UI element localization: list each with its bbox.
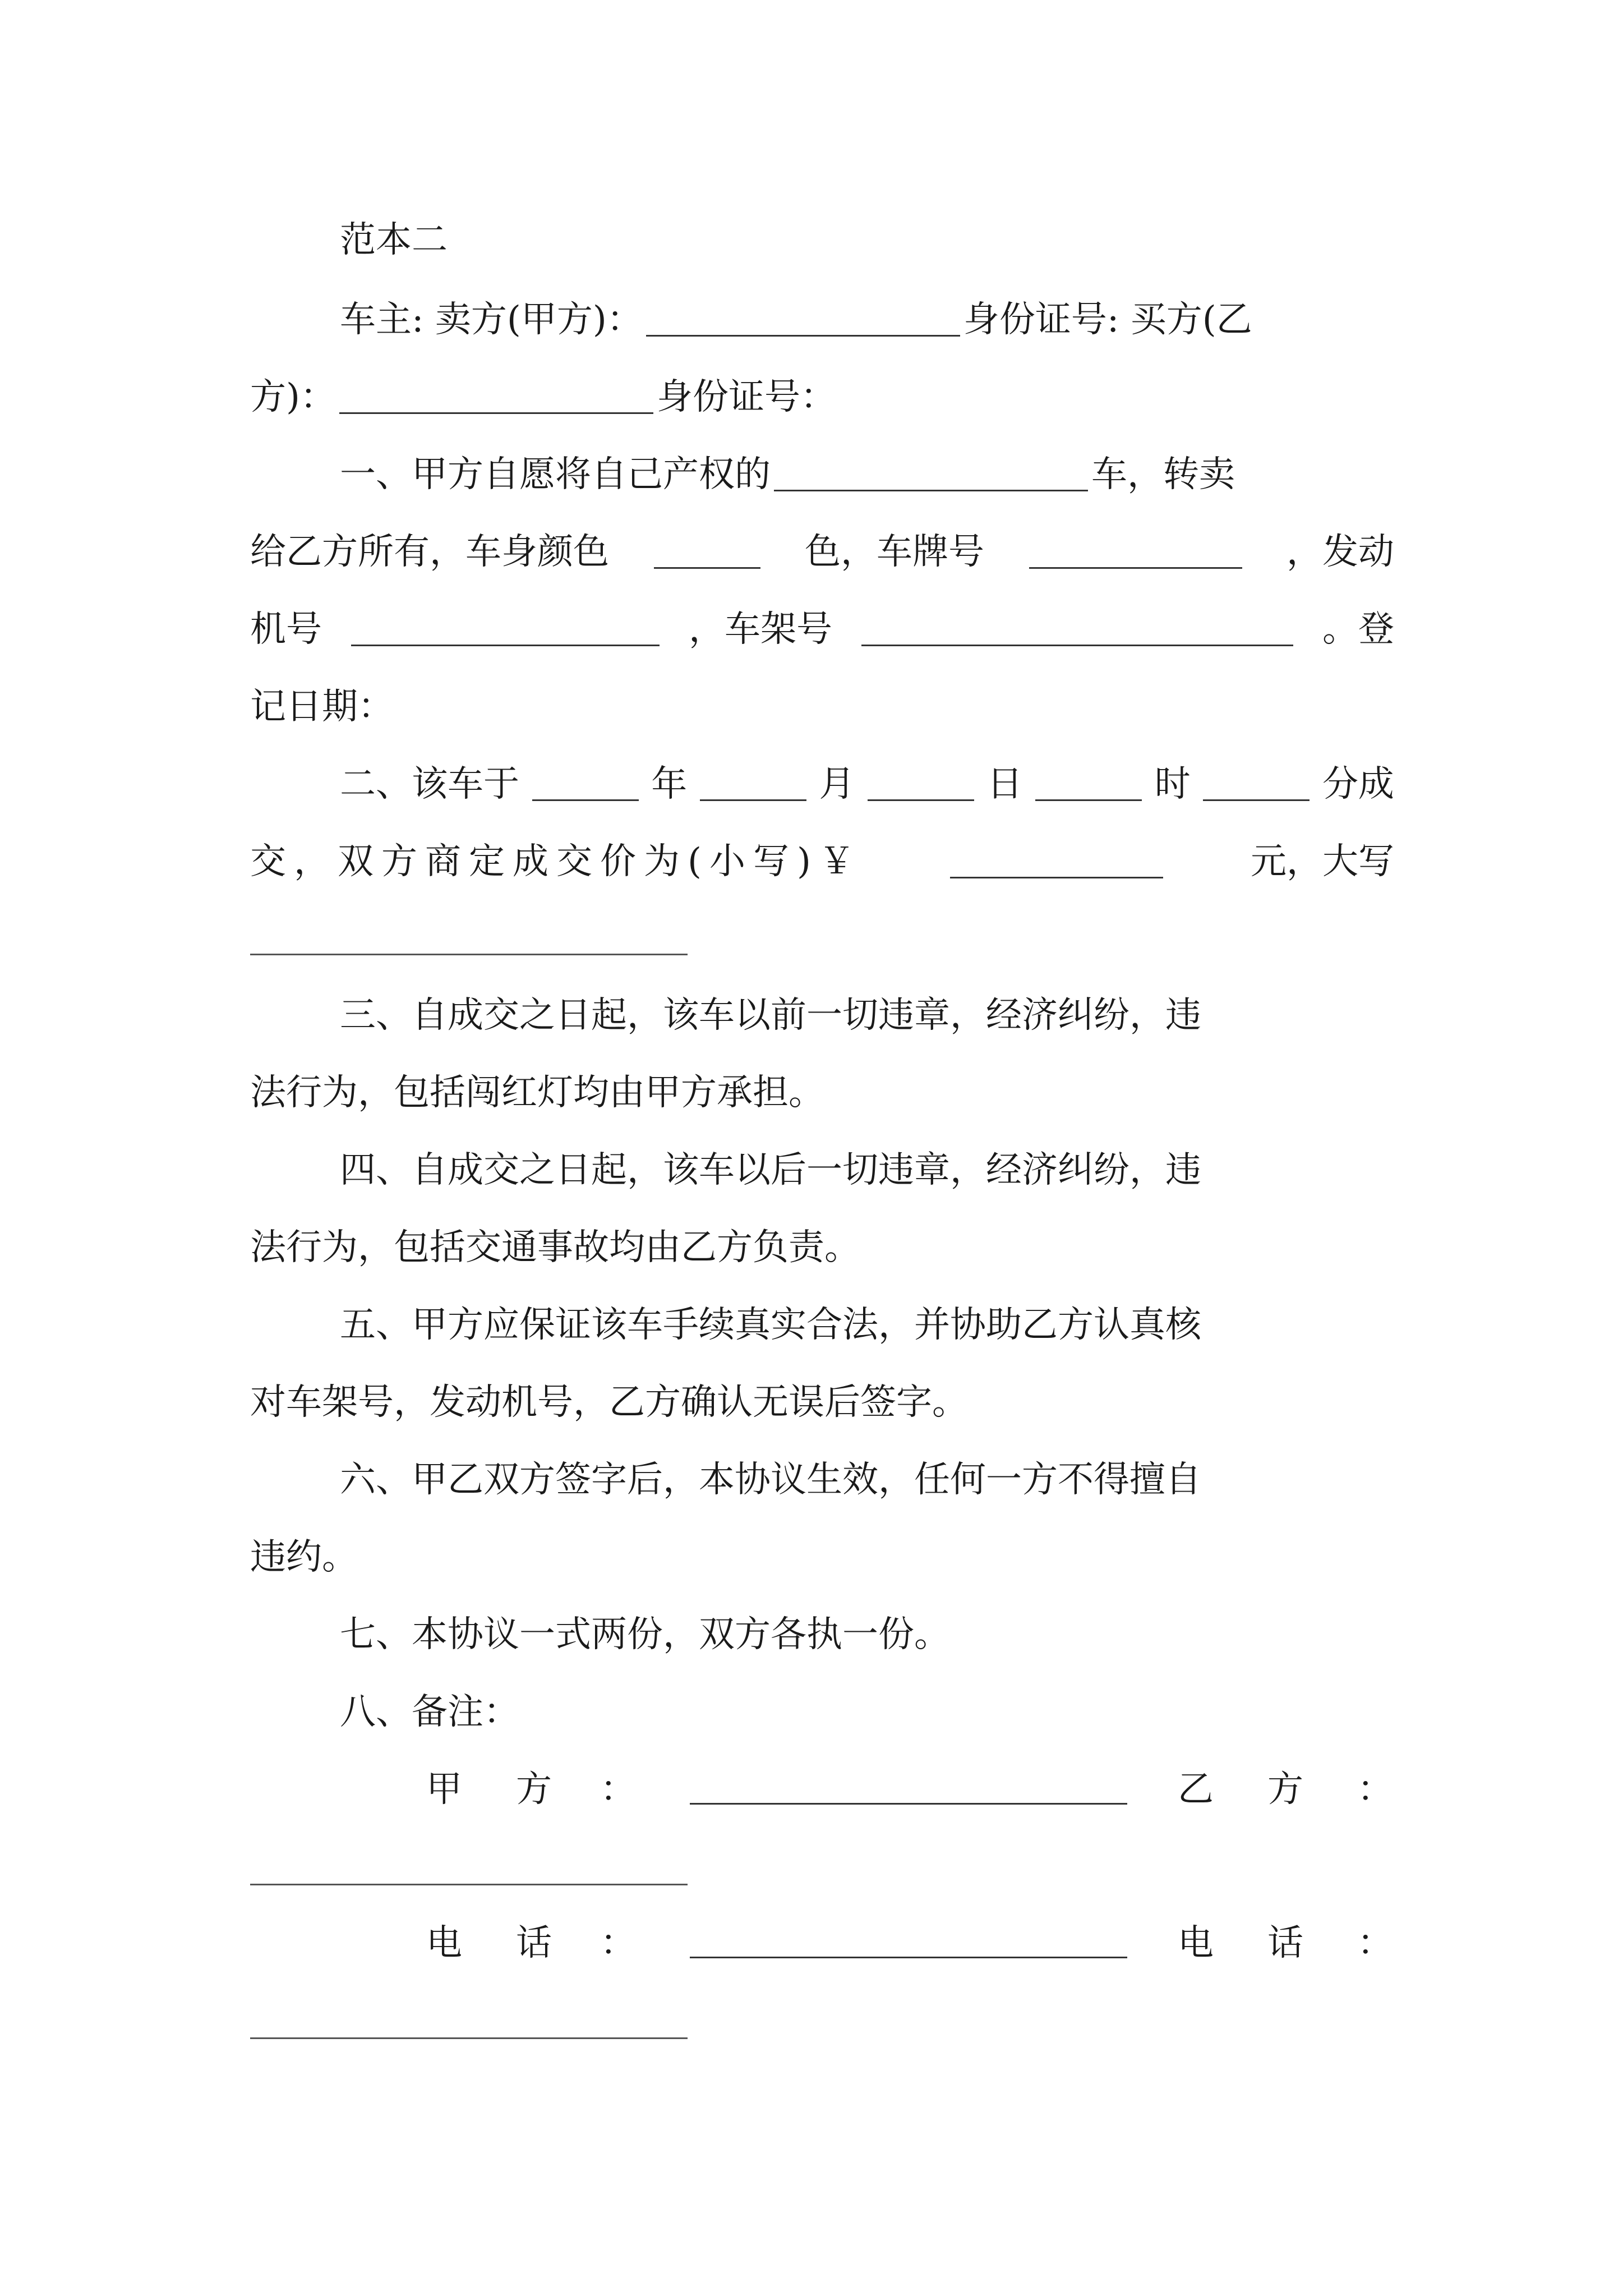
vehicle-model-field[interactable] xyxy=(774,457,1088,491)
clause-6-line-2: 违约。 xyxy=(250,1536,358,1578)
plate-number-field[interactable] xyxy=(1029,535,1242,569)
minute-field[interactable] xyxy=(1203,767,1310,801)
clause-2-line-1: 二、该车于 年 月 日 时 分成 xyxy=(340,763,1394,805)
engine-number-field[interactable] xyxy=(351,612,660,646)
document-title: 范本二 xyxy=(340,219,448,261)
frame-number-field[interactable] xyxy=(861,612,1293,646)
party-a-signature-field[interactable] xyxy=(690,1803,1127,1805)
phone-a-label: 电话 xyxy=(426,1922,606,1964)
party-b-label: 乙方 xyxy=(1178,1769,1357,1810)
clause-2-line-2: 交，双方商定成交价为(小写)￥ 元，大写 xyxy=(250,841,1394,882)
parties-line-2: 方)： 身份证号： xyxy=(250,376,836,418)
phone-a-field[interactable] xyxy=(690,1957,1127,1958)
phone-b-field[interactable] xyxy=(250,2037,688,2039)
party-b-colon: ： xyxy=(1357,1769,1393,1810)
party-a-colon: ： xyxy=(600,1769,636,1810)
day-field[interactable] xyxy=(868,767,974,801)
phone-b-colon: ： xyxy=(1357,1922,1393,1964)
clause-5-line-1: 五、甲方应保证该车手续真实合法，并协助乙方认真核 xyxy=(340,1304,1201,1346)
hour-field[interactable] xyxy=(1035,767,1142,801)
clause-4-line-2: 法行为，包括交通事故均由乙方负责。 xyxy=(250,1227,860,1268)
clause-1-line-3: 机号 ，车架号 。登 xyxy=(250,609,1394,650)
clause-3-line-2: 法行为，包括闯红灯均由甲方承担。 xyxy=(250,1072,824,1114)
clause-3-line-1: 三、自成交之日起，该车以前一切违章，经济纠纷，违 xyxy=(340,995,1201,1036)
clause-8-remarks: 八、备注： xyxy=(340,1691,519,1733)
clause-1-line-4: 记日期： xyxy=(250,686,394,728)
clause-1-line-2: 给乙方所有，车身颜色 色，车牌号 ，发动 xyxy=(250,531,1394,573)
buyer-name-field[interactable] xyxy=(339,380,653,414)
price-numeric-field[interactable] xyxy=(950,844,1163,878)
clause-7: 七、本协议一式两份，双方各执一份。 xyxy=(340,1614,950,1655)
month-field[interactable] xyxy=(700,767,806,801)
clause-4-line-1: 四、自成交之日起，该车以后一切违章，经济纠纷，违 xyxy=(340,1149,1201,1191)
phone-b-label: 电话 xyxy=(1178,1922,1357,1964)
seller-name-field[interactable] xyxy=(646,302,960,337)
year-field[interactable] xyxy=(532,767,639,801)
clause-1-line-1: 一、甲方自愿将自己产权的 车，转卖 xyxy=(340,454,1235,495)
phone-a-colon: ： xyxy=(600,1922,636,1964)
party-b-signature-field[interactable] xyxy=(250,1884,688,1885)
price-in-words-field[interactable] xyxy=(250,954,688,955)
clause-5-line-2: 对车架号，发动机号，乙方确认无误后签字。 xyxy=(250,1382,968,1423)
parties-line-1: 车主: 卖方(甲方)： 身份证号: 买方(乙 xyxy=(340,299,1252,341)
clause-6-line-1: 六、甲乙双方签字后，本协议生效，任何一方不得擅自 xyxy=(340,1459,1201,1501)
party-a-label: 甲方 xyxy=(426,1769,606,1810)
vehicle-color-field[interactable] xyxy=(654,535,760,569)
